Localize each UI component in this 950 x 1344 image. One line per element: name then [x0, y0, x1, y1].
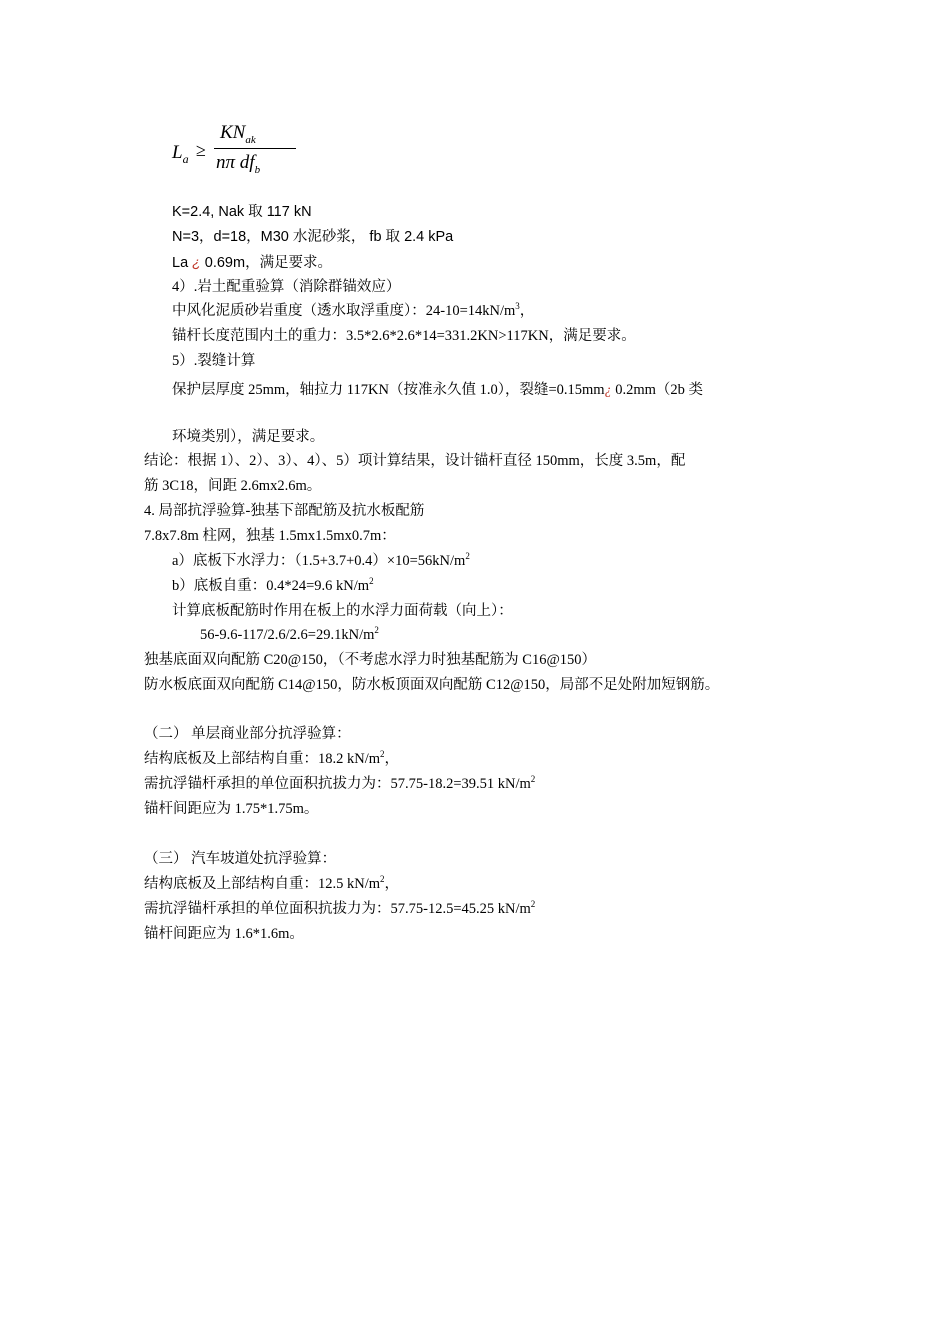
crack-calc-line-cont: 环境类别），满足要求。	[172, 429, 325, 445]
la-result-line: La ¿ 0.69m，满足要求。	[172, 254, 333, 271]
slab-reinforcement-line: 防水板底面双向配筋 C14@150，防水板顶面双向配筋 C12@150，局部不足处附加短钢筋。	[144, 677, 720, 693]
commercial-self-weight-line: 结构底板及上部结构自重：18.2 $kN/m^2$，	[144, 749, 400, 767]
section-heading-commercial: （二） 单层商业部分抗浮验算：	[144, 726, 351, 742]
param-n-line: N=3，d=18，M30 水泥砂浆， fb 取 2.4 kPa	[172, 229, 454, 245]
formula-numerator: $KN_{ak}$	[220, 122, 256, 146]
self-weight-line: b）底板自重：0.4*24=9.6 $kN/m^2$	[172, 576, 374, 594]
formula-lhs: $L_a$	[172, 142, 189, 166]
missing-glyph-icon: ¿	[604, 383, 612, 398]
section-heading-4: 4）.岩土配重验算（消除群锚效应）	[172, 279, 401, 295]
formula-relation: ≥	[196, 140, 206, 160]
fraction-bar	[214, 148, 296, 149]
commercial-uplift-line: 需抗浮锚杆承担的单位面积抗拔力为：57.75-18.2=39.51 $kN/m^2$	[144, 774, 536, 792]
load-value-line: $56-9.6-117/2.6/2.6=29.1kN/m^2$	[200, 625, 379, 643]
load-description-line: 计算底板配筋时作用在板上的水浮力面荷载（向上）：	[172, 603, 513, 619]
column-grid-line: 7.8x7.8m 柱网，独基 1.5mx1.5mx0.7m：	[144, 528, 396, 544]
ramp-self-weight-line: 结构底板及上部结构自重：12.5 $kN/m^2$，	[144, 874, 400, 892]
rock-density-line: 中风化泥质砂岩重度（透水取浮重度）：$24-10=14kN/m^3$，	[172, 301, 535, 319]
crack-calc-line: 保护层厚度 25mm，轴拉力 117KN（按准永久值 1.0），裂缝=0.15mm¿ 0.2mm（2b 类	[172, 382, 704, 398]
ramp-uplift-line: 需抗浮锚杆承担的单位面积抗拔力为：57.75-12.5=45.25 $kN/m^2$	[144, 899, 536, 917]
param-k-line: K=2.4, Nak 取 117 kN	[172, 204, 312, 220]
section-heading-ramp: （三） 汽车坡道处抗浮验算：	[144, 851, 337, 867]
formula-denominator: nπ $df_b$	[216, 152, 261, 176]
buoyancy-line: a）底板下水浮力：$(1.5+3.7+0.4)\times 10=56kN/m^2$	[172, 551, 470, 569]
soil-weight-line: 锚杆长度范围内土的重力：3.5*2.6*2.6*14=331.2KN>117KN，满足要求。	[172, 328, 636, 344]
conclusion-line-cont: 筋 3C18，间距 2.6mx2.6m。	[144, 478, 322, 494]
anchor-length-formula	[172, 122, 292, 182]
section-heading-5: 5）.裂缝计算	[172, 353, 256, 369]
conclusion-line: 结论：根据 1）、2）、3）、4）、5）项计算结果，设计锚杆直径 150mm，长度 3.5m，配	[144, 453, 686, 469]
ramp-spacing-line: 锚杆间距应为 1.6*1.6m。	[144, 926, 304, 942]
commercial-spacing-line: 锚杆间距应为 1.75*1.75m。	[144, 801, 319, 817]
footing-reinforcement-line: 独基底面双向配筋 C20@150，（不考虑水浮力时独基配筋为 C16@150）	[144, 652, 597, 668]
missing-glyph-icon: ¿	[192, 254, 201, 270]
section-heading-local-check: 4. 局部抗浮验算-独基下部配筋及抗水板配筋	[144, 503, 425, 519]
